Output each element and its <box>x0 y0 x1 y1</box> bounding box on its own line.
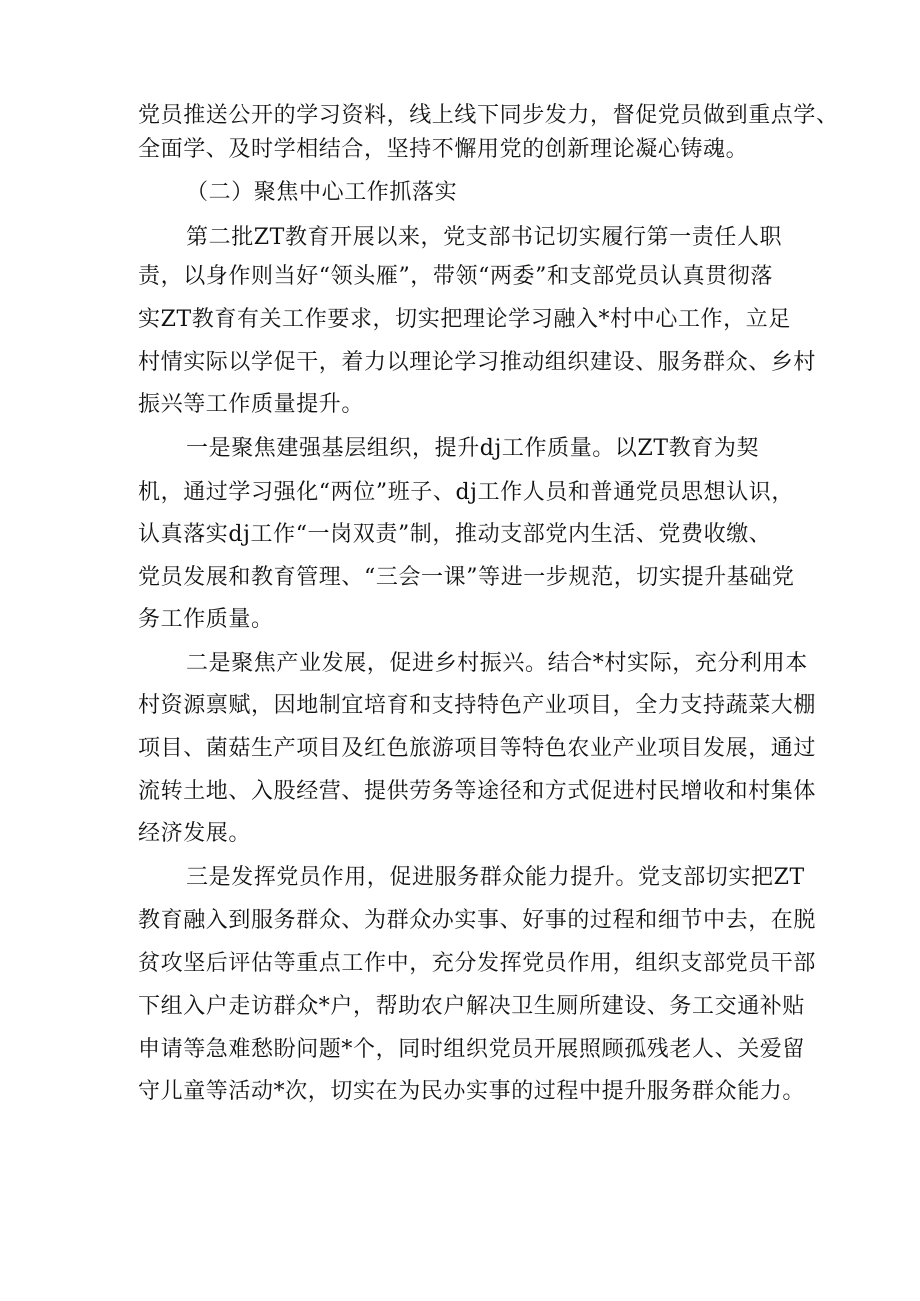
paragraph-line: 村资源禀赋，因地制宜培育和支持特色产业项目，全力支持蔬菜大棚 <box>138 693 817 718</box>
paragraph-line: 机，通过学习强化“两位”班子、dj工作人员和普通党员思想认识， <box>138 480 795 505</box>
paragraph-line: 教育融入到服务群众、为群众办实事、好事的过程和细节中去，在脱 <box>138 908 817 933</box>
paragraph-line: 党员推送公开的学习资料，线上线下同步发力，督促党员做到重点学、 <box>138 103 839 128</box>
paragraph-line: 村情实际以学促干，着力以理论学习推动组织建设、服务群众、乡村 <box>138 350 817 375</box>
paragraph-line: 项目、菌菇生产项目及红色旅游项目等特色农业产业项目发展，通过 <box>138 736 817 761</box>
paragraph-line: 下组入户走访群众*户，帮助农户解决卫生厕所建设、务工交通补贴 <box>138 994 806 1019</box>
paragraph-line: 责，以身作则当好“领头雁”，带领“两委”和支部党员认真贯彻落 <box>138 264 773 289</box>
paragraph-line: 务工作质量。 <box>138 607 274 632</box>
paragraph-line: 经济发展。 <box>138 821 252 846</box>
paragraph-line: 振兴等工作质量提升。 <box>138 392 365 417</box>
paragraph-line: 二是聚焦产业发展，促进乡村振兴。结合*村实际，充分利用本 <box>186 651 808 676</box>
section-heading: （二）聚焦中心工作抓落实 <box>186 180 458 205</box>
paragraph-line: 认真落实dj工作“一岗双责”制，推动支部党内生活、党费收缴、 <box>138 522 772 547</box>
paragraph-line: 第二批ZT教育开展以来，党支部书记切实履行第一责任人职 <box>186 225 783 250</box>
paragraph-line: 贫攻坚后评估等重点工作中，充分发挥党员作用，组织支部党员干部 <box>138 951 817 976</box>
paragraph-line: 三是发挥党员作用，促进服务群众能力提升。党支部切实把ZT <box>186 865 805 890</box>
paragraph-line: 一是聚焦建强基层组织，提升dj工作质量。以ZT教育为契 <box>186 436 760 461</box>
paragraph-line: 申请等急难愁盼问题*个，同时组织党员开展照顾孤残老人、关爱留 <box>138 1037 806 1062</box>
paragraph-line: 党员发展和教育管理、“三会一课”等进一步规范，切实提升基础党 <box>138 565 795 590</box>
paragraph-line: 守儿童等活动*次，切实在为民办实事的过程中提升服务群众能力。 <box>138 1079 806 1104</box>
paragraph-line: 全面学、及时学相结合，坚持不懈用党的创新理论凝心铸魂。 <box>138 137 749 162</box>
paragraph-line: 流转土地、入股经营、提供劳务等途径和方式促进村民增收和村集体 <box>138 779 817 804</box>
paragraph-line: 实ZT教育有关工作要求，切实把理论学习融入*村中心工作，立足 <box>138 307 791 332</box>
